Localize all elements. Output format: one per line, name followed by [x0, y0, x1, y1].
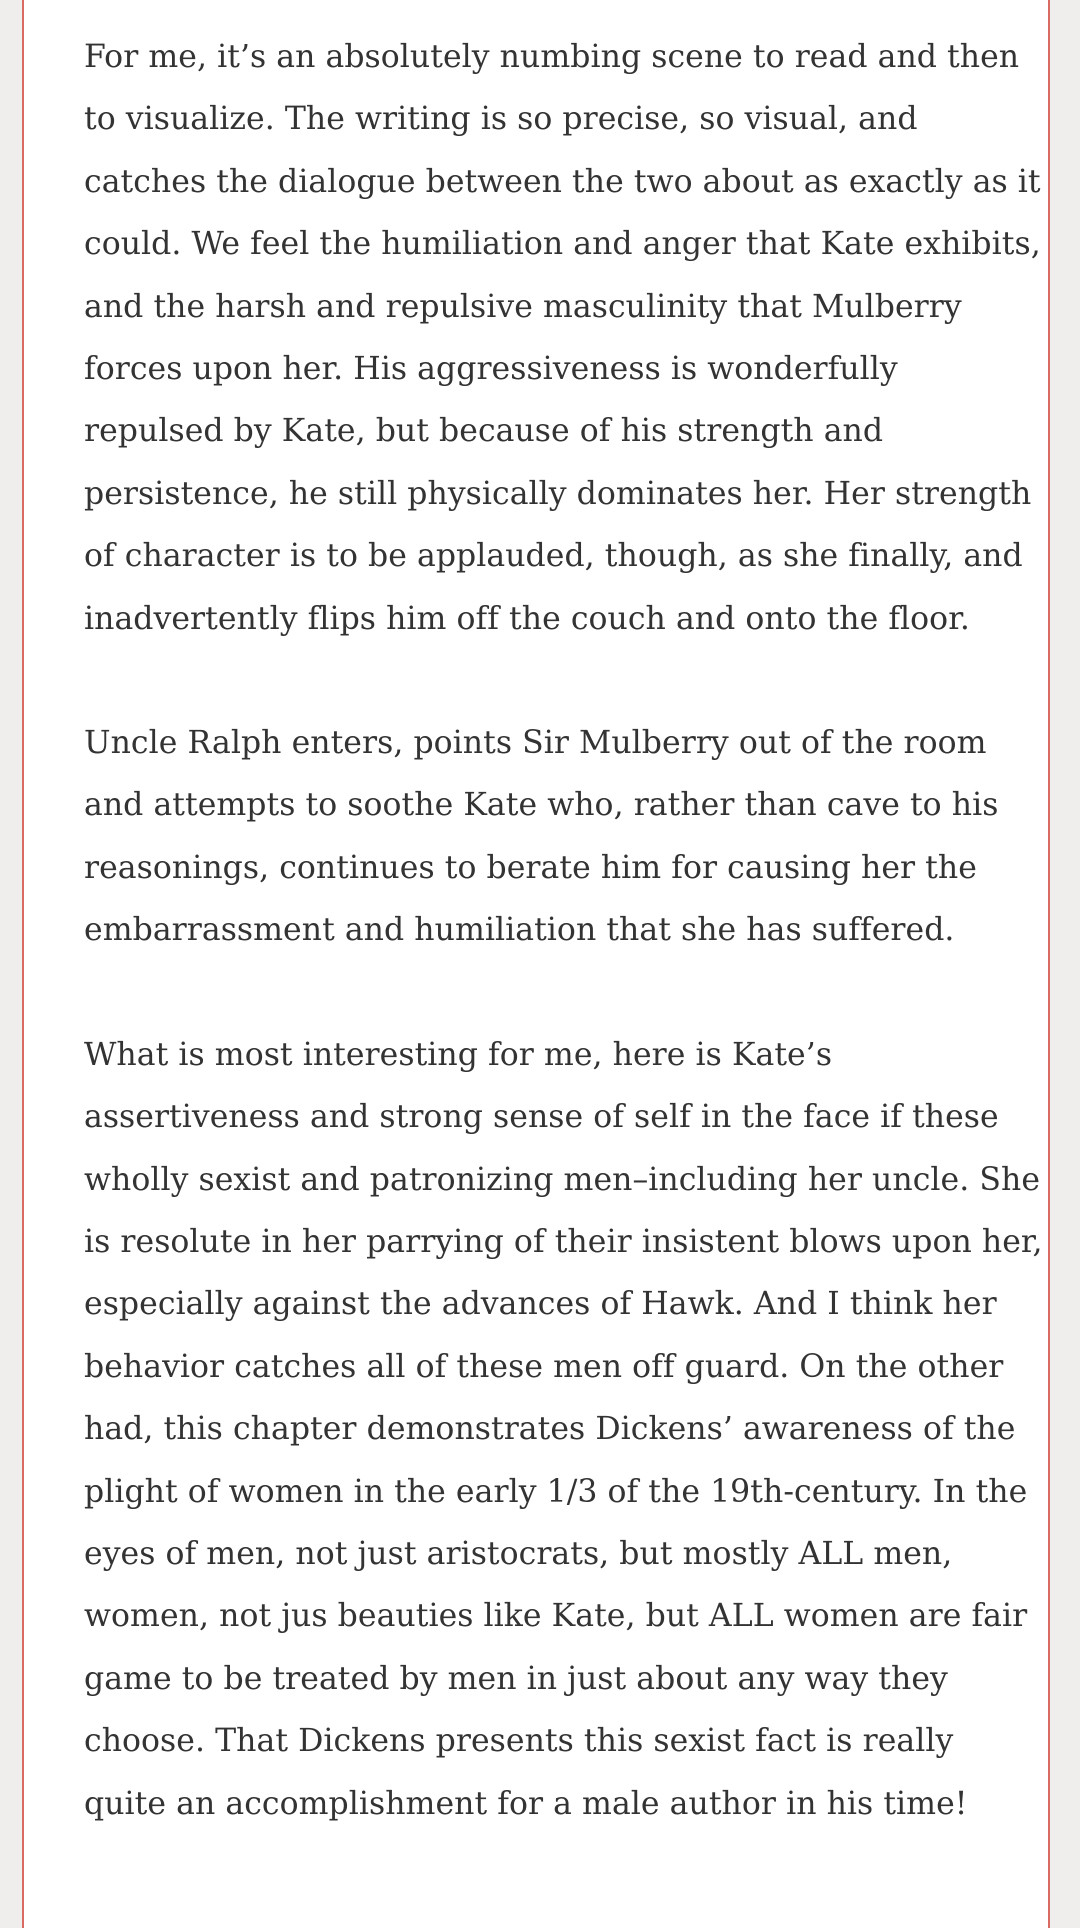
article-paragraph-3: What is most interesting for me, here is Kate’s assertiveness and strong sense of self in the face if these wholly sexist and patronizing men–including her uncle. She is resolute in her parrying of their insistent blows upon her, especially against the advances of Hawk. And I think her behavior catches all of these men off guard. On the other had, this chapter demonstrates Dickens’ awareness of the plight of women in the early 1/3 of the 19th-century. In the eyes of men, not just aristocrats, but mostly ALL men, women, not jus beauties like Kate, but ALL women are fair game to be treated by men in just about any way they choose. That Dickens presents this sexist fact is really quite an accomplishment for a male author in his time! [84, 1036, 1043, 1822]
article-body [84, 26, 1044, 1897]
article-paragraph-2: Uncle Ralph enters, points Sir Mulberry out of the room and attempts to soothe Kate who, rather than cave to his reasonings, continues to berate him for causing her the embarrassment and humiliation that she has suffered. [84, 725, 999, 949]
article-paragraph-1: For me, it’s an absolutely numbing scene to read and then to visualize. The writing is so precise, so visual, and catches the dialogue between the two about as exactly as it could. We feel the humiliation and anger that Kate exhibits, and the harsh and repulsive masculinity that Mulberry forces upon her. His aggressiveness is wonderfully repulsed by Kate, but because of his strength and persistence, he still physically dominates her. Her strength of character is to be applauded, though, as she finally, and inadvertently flips him off the couch and onto the floor. [84, 39, 1041, 637]
article-card [22, 0, 1050, 1928]
